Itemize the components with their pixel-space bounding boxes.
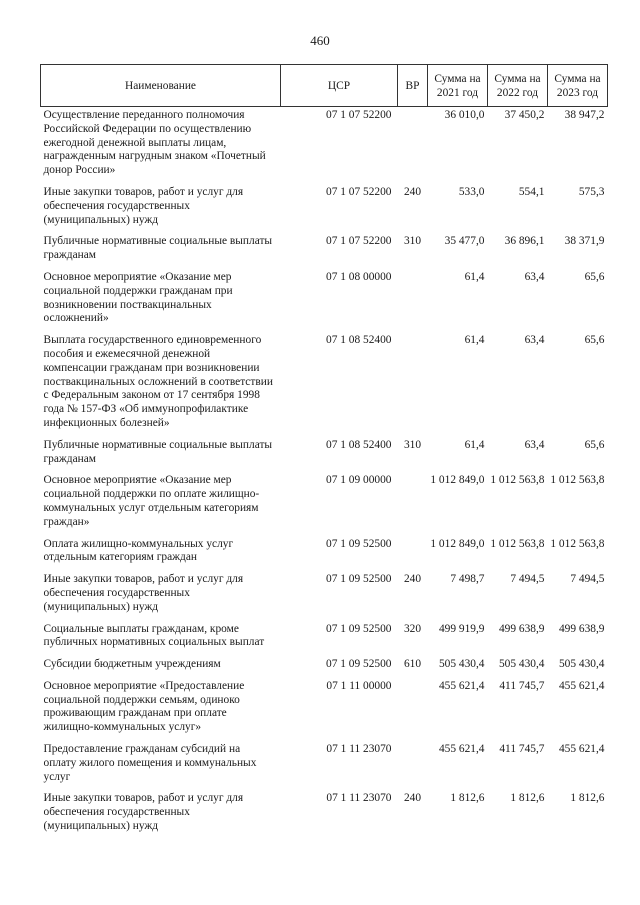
cell-sum-2023: 65,6	[584, 334, 605, 347]
table-header-row	[41, 65, 608, 107]
cell-sum-2021: 455 621,4	[438, 679, 485, 692]
table-row	[41, 743, 608, 792]
cell-csr: 07 1 07 52200	[326, 235, 392, 248]
cell-sum-2022: 554,1	[518, 185, 545, 198]
cell-sum-2021: 61,4	[464, 438, 485, 451]
cell-sum-2021: 499 919,9	[438, 622, 485, 635]
cell-sum-2023: 1 012 563,8	[550, 474, 605, 487]
table-row	[41, 680, 608, 743]
budget-table	[40, 64, 608, 842]
cell-vr	[398, 538, 428, 574]
cell-sum-2022: 37 450,2	[504, 109, 545, 121]
cell-vr	[398, 107, 428, 186]
cell-sum-2021: 1 012 849,0	[430, 537, 485, 550]
cell-csr: 07 1 09 52500	[326, 658, 392, 671]
cell-csr: 07 1 09 52500	[326, 537, 392, 550]
cell-sum-2022: 1 012 563,8	[490, 537, 545, 550]
cell-vr: 610	[403, 658, 422, 671]
cell-sum-2023: 65,6	[584, 438, 605, 451]
cell-sum-2021: 61,4	[464, 270, 485, 283]
cell-sum-2023: 1 812,6	[570, 792, 605, 805]
cell-sum-2021: 7 498,7	[450, 573, 485, 586]
cell-name: Субсидии бюджетным учреждениям	[43, 658, 221, 671]
cell-name: Публичные нормативные социальные выплаты гражданам	[43, 235, 273, 262]
header-sum-2023: Сумма на 2023 год	[548, 65, 608, 107]
cell-sum-2022: 411 745,7	[499, 679, 545, 692]
cell-sum-2022: 36 896,1	[504, 235, 545, 248]
cell-sum-2022: 63,4	[524, 270, 545, 283]
cell-name: Выплата государственного единовременного пособия и ежемесячной денежной компенсации гражданам при возникновении поствакцинальных осложнений в соответствии с Федеральным законом от 17 сентября 1998 года № 157-ФЗ «Об иммунопрофилактике инфекционных болезней»	[43, 334, 273, 429]
cell-csr: 07 1 11 23070	[326, 743, 392, 756]
cell-csr: 07 1 07 52200	[326, 109, 392, 121]
header-vr: ВР	[398, 65, 428, 107]
table-row	[41, 474, 608, 537]
cell-sum-2023: 1 012 563,8	[550, 537, 605, 550]
cell-name: Основное мероприятие «Оказание мер социальной поддержки по оплате жилищно-коммунальных услуг отдельным категориям граждан»	[43, 474, 260, 528]
cell-name: Осуществление переданного полномочия Российской Федерации по осуществлению ежегодной денежной выплаты лицам, награжденным нагрудным знаком «Почетный донор России»	[43, 109, 266, 177]
cell-csr: 07 1 09 00000	[326, 474, 392, 487]
cell-sum-2021: 505 430,4	[438, 658, 485, 671]
cell-sum-2023: 65,6	[584, 270, 605, 283]
cell-name: Социальные выплаты гражданам, кроме публичных нормативных социальных выплат	[43, 622, 265, 649]
cell-csr: 07 1 09 52500	[326, 573, 392, 586]
cell-sum-2022: 63,4	[524, 334, 545, 347]
cell-sum-2021: 533,0	[458, 185, 485, 198]
cell-csr: 07 1 09 52500	[326, 622, 392, 635]
cell-name: Иные закупки товаров, работ и услуг для обеспечения государственных (муниципальных) нужд	[43, 792, 244, 833]
cell-csr: 07 1 07 52200	[326, 185, 392, 198]
cell-vr	[398, 334, 428, 439]
cell-csr: 07 1 11 23070	[326, 792, 392, 805]
cell-csr: 07 1 08 52400	[326, 334, 392, 347]
cell-sum-2023: 455 621,4	[558, 679, 605, 692]
table-row	[41, 792, 608, 841]
table-row	[41, 573, 608, 622]
page-number: 460	[310, 33, 330, 48]
cell-sum-2023: 575,3	[578, 185, 605, 198]
cell-sum-2023: 38 947,2	[564, 109, 605, 121]
table-row	[41, 658, 608, 680]
table-row	[41, 235, 608, 271]
table-row	[41, 107, 608, 186]
cell-vr: 310	[403, 235, 422, 248]
cell-sum-2022: 411 745,7	[499, 743, 545, 756]
cell-csr: 07 1 08 00000	[326, 270, 392, 283]
cell-csr: 07 1 08 52400	[326, 438, 392, 451]
cell-name: Основное мероприятие «Предоставление социальной поддержки семьям, одиноко проживающим гражданам при оплате жилищно-коммунальных услуг»	[43, 679, 245, 734]
table-row	[41, 186, 608, 235]
cell-vr	[398, 743, 428, 792]
cell-sum-2021: 61,4	[464, 334, 485, 347]
cell-csr: 07 1 11 00000	[326, 679, 392, 692]
table-row	[41, 271, 608, 334]
table-row	[41, 334, 608, 439]
cell-sum-2021: 1 012 849,0	[430, 474, 485, 487]
cell-sum-2023: 505 430,4	[558, 658, 605, 671]
cell-name: Иные закупки товаров, работ и услуг для обеспечения государственных (муниципальных) нужд	[43, 185, 244, 226]
cell-vr: 320	[403, 622, 422, 635]
cell-name: Иные закупки товаров, работ и услуг для обеспечения государственных (муниципальных) нужд	[43, 573, 244, 613]
cell-name: Предоставление гражданам субсидий на оплату жилого помещения и коммунальных услуг	[43, 743, 257, 783]
cell-vr: 310	[403, 438, 422, 451]
header-name: Наименование	[41, 65, 281, 107]
header-sum-2021: Сумма на 2021 год	[428, 65, 488, 107]
cell-sum-2022: 63,4	[524, 438, 545, 451]
cell-name: Публичные нормативные социальные выплаты гражданам	[43, 438, 273, 465]
cell-sum-2023: 499 638,9	[558, 622, 605, 635]
header-csr: ЦСР	[281, 65, 398, 107]
cell-vr: 240	[403, 185, 422, 198]
table-row	[41, 439, 608, 475]
table-row	[41, 538, 608, 574]
cell-vr: 240	[403, 573, 422, 586]
cell-vr: 240	[403, 792, 422, 805]
cell-name: Основное мероприятие «Оказание мер социальной поддержки гражданам при возникновении поствакцинальных осложнений»	[43, 270, 233, 325]
cell-sum-2021: 35 477,0	[444, 235, 485, 248]
cell-vr	[398, 271, 428, 334]
cell-sum-2023: 455 621,4	[558, 743, 605, 756]
cell-vr	[398, 680, 428, 743]
cell-sum-2021: 1 812,6	[450, 792, 485, 805]
cell-name: Оплата жилищно-коммунальных услуг отдельным категориям граждан	[43, 537, 234, 564]
cell-vr	[398, 474, 428, 537]
cell-sum-2023: 38 371,9	[564, 235, 605, 248]
cell-sum-2021: 455 621,4	[438, 743, 485, 756]
table-row	[41, 623, 608, 659]
cell-sum-2022: 1 812,6	[510, 792, 545, 805]
cell-sum-2022: 505 430,4	[498, 658, 545, 671]
header-sum-2022: Сумма на 2022 год	[488, 65, 548, 107]
cell-sum-2022: 499 638,9	[498, 622, 545, 635]
cell-sum-2022: 7 494,5	[510, 573, 545, 586]
cell-sum-2023: 7 494,5	[570, 573, 605, 586]
cell-sum-2021: 36 010,0	[444, 109, 485, 121]
cell-sum-2022: 1 012 563,8	[490, 474, 545, 487]
